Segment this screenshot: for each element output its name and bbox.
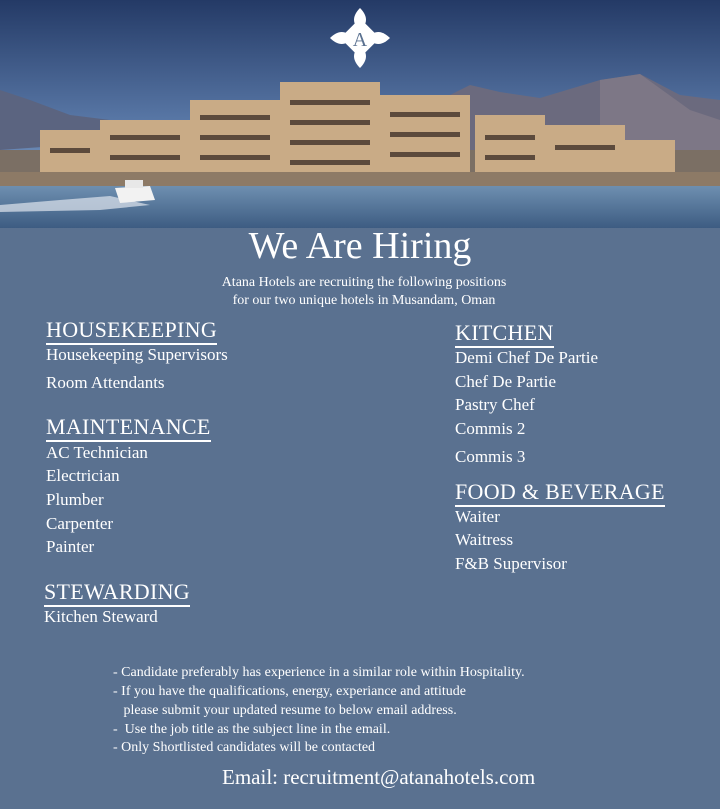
job-plumber: Plumber (46, 490, 104, 509)
kitchen-heading: KITCHEN (455, 320, 554, 348)
job-ac-technician: AC Technician (46, 443, 148, 462)
job-carpenter: Carpenter (46, 514, 114, 533)
job-kitchen-steward: Kitchen Steward (44, 607, 158, 626)
job-waitress: Waitress (455, 530, 514, 549)
page-title: We Are Hiring (248, 225, 472, 267)
job-pastry-chef: Pastry Chef (455, 395, 535, 414)
job-commis-3: Commis 3 (455, 447, 526, 466)
atana-logo-icon (330, 8, 390, 68)
housekeeping-heading: HOUSEKEEPING (46, 317, 217, 345)
job-painter: Painter (46, 537, 95, 556)
note-line-2: - If you have the qualifications, energy, experiance and attitude (113, 684, 466, 699)
job-housekeeping-supervisors: Housekeeping Supervisors (46, 345, 228, 364)
job-fb-supervisor: F&B Supervisor (455, 554, 567, 573)
note-line-5: - Only Shortlisted candidates will be contacted (113, 740, 376, 755)
stewarding-heading: STEWARDING (44, 579, 190, 607)
note-line-3: please submit your updated resume to below email address. (113, 703, 457, 718)
hero-photo (0, 0, 720, 228)
job-commis-2: Commis 2 (455, 419, 526, 438)
maintenance-heading: MAINTENANCE (46, 414, 211, 442)
job-demi-chef-de-partie: Demi Chef De Partie (455, 348, 599, 367)
contact-email[interactable]: Email: recruitment@atanahotels.com (222, 765, 536, 789)
note-line-4: - Use the job title as the subject line in the email. (113, 722, 391, 737)
food-beverage-heading: FOOD & BEVERAGE (455, 479, 665, 507)
job-chef-de-partie: Chef De Partie (455, 372, 557, 391)
job-room-attendants: Room Attendants (46, 373, 165, 392)
subtitle-line-1: Atana Hotels are recruiting the following positions (221, 275, 507, 290)
logo-letter: A (352, 29, 368, 51)
note-line-1: - Candidate preferably has experience in a similar role within Hospitality. (113, 665, 525, 680)
subtitle-line-2: for our two unique hotels in Musandam, Oman (232, 293, 496, 308)
job-waiter: Waiter (455, 507, 500, 526)
job-electrician: Electrician (46, 466, 120, 485)
